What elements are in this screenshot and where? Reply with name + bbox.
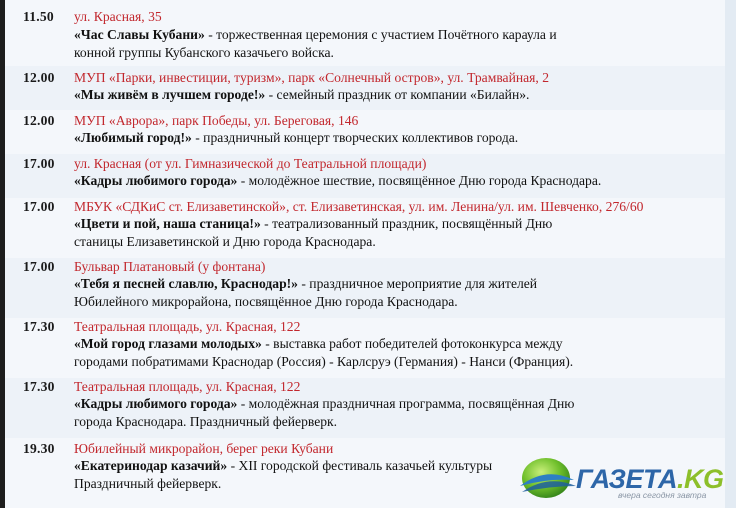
event-location: Театральная площадь, ул. Красная, 122 (74, 379, 301, 394)
event-time: 11.50 (23, 9, 54, 24)
schedule-row (5, 154, 725, 198)
event-location: Юбилейный микрорайон, берег реки Кубани (74, 441, 334, 456)
event-title: «Цвети и пой, наша станица!» (74, 216, 261, 231)
event-title: «Кадры любимого города» (74, 396, 238, 411)
event-description-text: - молодёжное шествие, посвящённое Дню города Краснодара. (237, 173, 602, 188)
event-title: «Тебя я песней славлю, Краснодар!» (74, 276, 298, 291)
event-description-text: станицы Елизаветинской и Дню города Краснодара. (74, 234, 376, 249)
event-location: ул. Красная, 35 (74, 9, 162, 24)
event-description-text: - семейный праздник от компании «Билайн». (265, 87, 530, 102)
event-title: «Час Славы Кубани» (74, 27, 205, 42)
event-title: «Мы живём в лучшем городе!» (74, 87, 266, 102)
event-description-text: - праздничное мероприятие для жителей (297, 276, 538, 291)
event-description-text: конной группы Кубанского казачьего войска. (74, 45, 334, 60)
event-description (74, 215, 552, 251)
event-time: 19.30 (23, 441, 55, 456)
event-title: «Мой город глазами молодых» (74, 336, 262, 351)
event-time: 12.00 (23, 70, 55, 85)
schedule-row (5, 110, 725, 154)
event-description-text: города Краснодара. Праздничный фейерверк. (74, 414, 338, 429)
event-description-text: городами побратимами Краснодар (Россия) - Карлсруэ (Германия) - Нанси (Франция). (74, 354, 574, 369)
event-description (74, 129, 518, 147)
event-description-text: - молодёжная праздничная программа, посвящённая Дню (237, 396, 575, 411)
schedule-row (5, 0, 725, 66)
event-title: «Кадры любимого города» (74, 173, 238, 188)
event-description (74, 395, 574, 431)
event-time: 17.30 (23, 379, 55, 394)
event-description-text: Праздничный фейерверк. (74, 476, 222, 491)
event-time: 17.00 (23, 199, 55, 214)
event-location: ул. Красная (от ул. Гимназической до Театральной площади) (74, 156, 427, 171)
event-location: Театральная площадь, ул. Красная, 122 (74, 319, 301, 334)
event-description-text: - праздничный концерт творческих коллективов города. (191, 130, 519, 145)
event-time: 17.00 (23, 156, 55, 171)
schedule-row (5, 66, 725, 110)
logo-wordmark: ГАЗЕТА.KG (576, 464, 724, 494)
event-title: «Екатеринодар казачий» (74, 458, 228, 473)
event-description (74, 457, 492, 493)
event-location: Бульвар Платановый (у фонтана) (74, 259, 266, 274)
logo-tagline: вчера сегодня завтра (618, 490, 707, 500)
event-description-text: - торжественная церемония с участием Почётного караула и (204, 27, 557, 42)
event-title: «Любимый город!» (74, 130, 192, 145)
site-logo[interactable] (514, 454, 736, 508)
event-time: 17.30 (23, 319, 55, 334)
event-time: 17.00 (23, 259, 55, 274)
event-description (74, 172, 601, 190)
event-location: МБУК «СДКиС ст. Елизаветинской», ст. Елизаветинская, ул. им. Ленина/ул. им. Шевченко, 276/60 (74, 199, 644, 214)
event-description (74, 335, 573, 371)
event-time: 12.00 (23, 113, 55, 128)
event-description-text: - театрализованный праздник, посвящённый Дню (260, 216, 553, 231)
schedule-row (5, 378, 725, 438)
event-description (74, 26, 557, 62)
event-description (74, 86, 529, 104)
schedule-row (5, 258, 725, 318)
globe-icon (514, 456, 578, 502)
event-description-text: - XII городской фестиваль казачьей культуры (227, 458, 493, 473)
event-description-text: - выставка работ победителей фотоконкурса между (261, 336, 563, 351)
schedule-row (5, 198, 725, 258)
schedule-row (5, 318, 725, 378)
event-description (74, 275, 537, 311)
right-edge-bar (724, 0, 736, 508)
event-description-text: Юбилейного микрорайона, посвящённое Дню города Краснодара. (74, 294, 458, 309)
event-location: МУП «Аврора», парк Победы, ул. Береговая, 146 (74, 113, 359, 128)
event-location: МУП «Парки, инвестиции, туризм», парк «Солнечный остров», ул. Трамвайная, 2 (74, 70, 550, 85)
